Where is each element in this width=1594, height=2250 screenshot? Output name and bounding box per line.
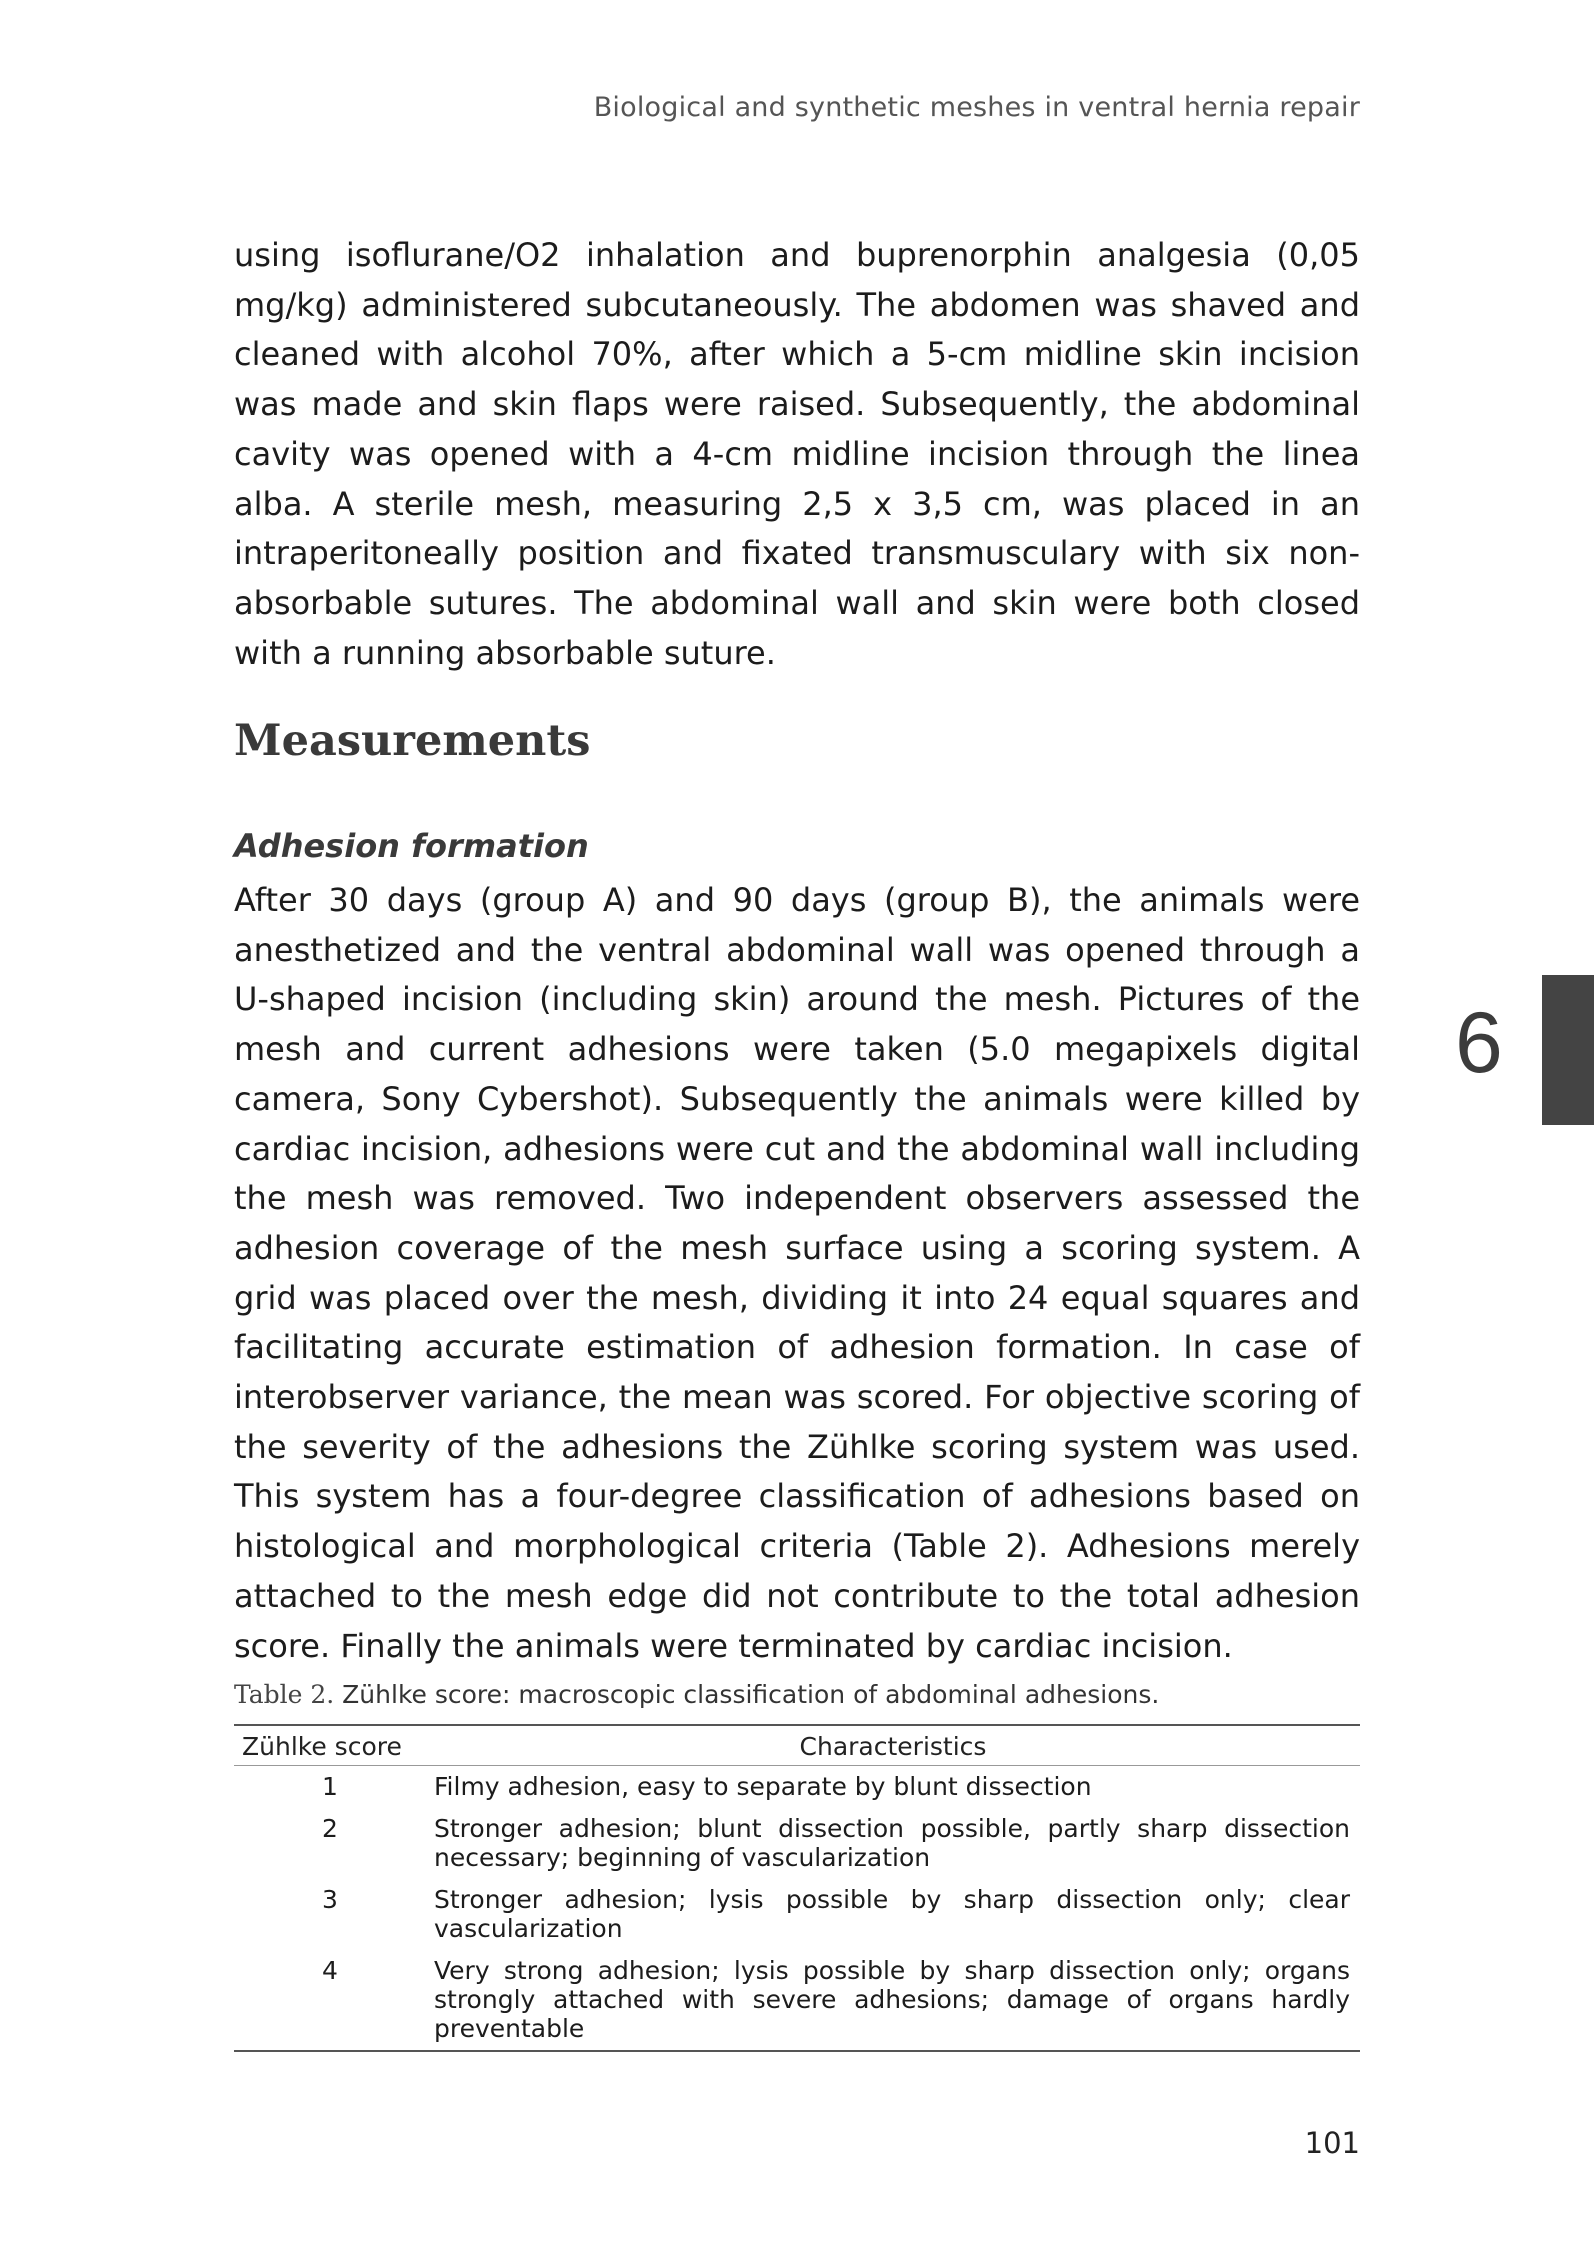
section-heading: Measurements (234, 716, 591, 766)
chapter-tab (1542, 975, 1594, 1125)
row-score: 3 (322, 1885, 338, 1914)
table-row (234, 1808, 1360, 1879)
page-number: 101 (1304, 2126, 1360, 2160)
row-score: 1 (322, 1772, 338, 1801)
row-description: Stronger adhesion; blunt dissection possible, partly sharp dissection necessary; beginning of vascularization (434, 1814, 1350, 1872)
table-row (234, 1879, 1360, 1950)
header-score: Zühlke score (234, 1726, 426, 1766)
table-header-row (234, 1726, 1360, 1766)
subheading: Adhesion formation (234, 827, 589, 865)
table-caption-text: Zühlke score: macroscopic classification of abdominal adhesions. (334, 1680, 1160, 1709)
running-head: Biological and synthetic meshes in ventral hernia repair (593, 92, 1360, 123)
zuhlke-table (234, 1724, 1360, 2052)
row-score: 2 (322, 1814, 338, 1843)
header-characteristics: Characteristics (426, 1726, 1360, 1766)
chapter-number: 6 (1455, 995, 1503, 1091)
table-caption (234, 1680, 1159, 1709)
table-row (234, 1766, 1360, 1809)
row-description: Stronger adhesion; lysis possible by sharp dissection only; clear vascularization (434, 1885, 1350, 1943)
table-caption-label: Table 2. (234, 1680, 335, 1709)
row-description: Very strong adhesion; lysis possible by sharp dissection only; organs strongly attached with severe adhesions; damage of organs hardly preventable (434, 1956, 1350, 2043)
row-description: Filmy adhesion, easy to separate by blunt dissection (434, 1772, 1092, 1801)
row-score: 4 (322, 1956, 338, 1985)
intro-paragraph: using isoflurane/O2 inhalation and buprenorphin analgesia (0,05 mg/kg) administered subcutaneously. The abdomen was shaved and cleaned with alcohol 70%, after which a 5-cm midline skin incision was made and skin flaps were raised. Subsequently, the abdominal cavity was opened with a 4-cm midline incision through the linea alba. A sterile mesh, measuring 2,5 x 3,5 cm, was placed in an intraperitoneally position and fixated transmusculary with six non-absorbable sutures. The abdominal wall and skin were both closed with a running absorbable suture. (234, 236, 1360, 672)
table-row (234, 1950, 1360, 2050)
adhesion-paragraph: After 30 days (group A) and 90 days (group B), the animals were anesthetized and the ventral abdominal wall was opened through a U-shaped incision (including skin) around the mesh. Pictures of the mesh and current adhesions were taken (5.0 megapixels digital camera, Sony Cybershot). Subsequently the animals were killed by cardiac incision, adhesions were cut and the abdominal wall including the mesh was removed. Two independent observers assessed the adhesion coverage of the mesh surface using a scoring system. A grid was placed over the mesh, dividing it into 24 equal squares and facilitating accurate estimation of adhesion formation. In case of interobserver variance, the mean was scored. For objective scoring of the severity of the adhesions the Zühlke scoring system was used. This system has a four-degree classification of adhesions based on histological and morphological criteria (Table 2). Adhesions merely attached to the mesh edge did not contribute to the total adhesion score. Finally the animals were terminated by cardiac incision. (234, 881, 1360, 1665)
